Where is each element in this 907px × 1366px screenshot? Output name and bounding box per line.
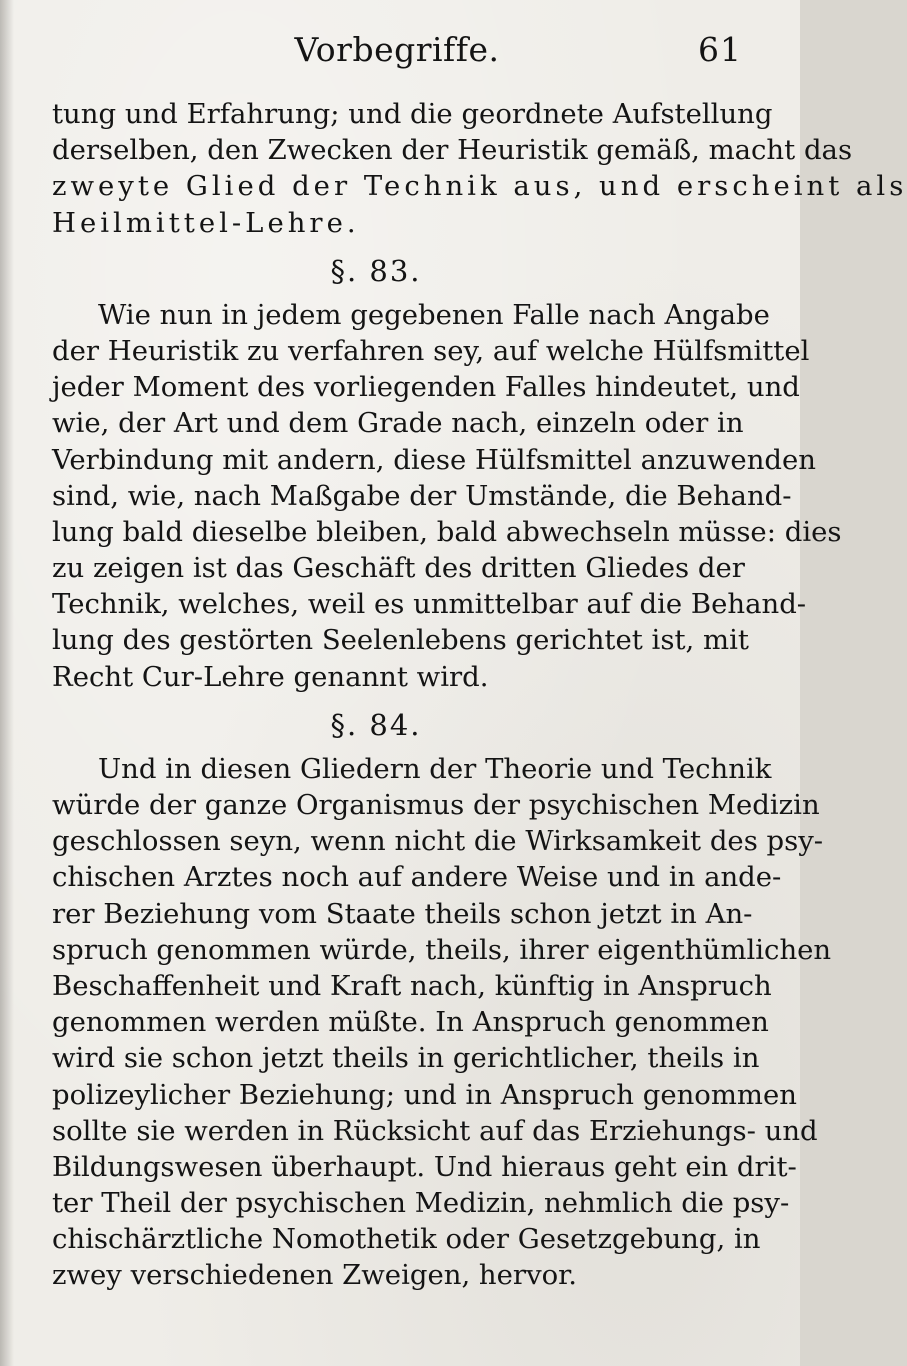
text-line: wie, der Art und dem Grade nach, einzeln oder in — [52, 407, 744, 440]
section-heading-83: §. 83. — [330, 253, 422, 288]
text-line: chischen Arztes noch auf andere Weise und in ande- — [52, 861, 782, 894]
text-line: ter Theil der psychischen Medizin, nehmlich die psy- — [52, 1187, 790, 1220]
text-line: tung und Erfahrung; und die geordnete Aufstellung — [52, 98, 773, 130]
section-84-paragraph — [52, 751, 832, 1294]
text-line: sollte sie werden in Rücksicht auf das Erziehungs- und — [52, 1114, 818, 1147]
text-line: Verbindung mit andern, diese Hülfsmittel anzuwenden — [52, 443, 817, 476]
text-line: lung bald dieselbe bleiben, bald abwechseln müsse: dies — [52, 515, 842, 548]
text-line: lung des gestörten Seelenlebens gerichtet ist, mit — [52, 624, 749, 657]
text-line: zu zeigen ist das Geschäft des dritten Gliedes der — [52, 552, 745, 585]
text-line: chischärztliche Nomothetik oder Gesetzgebung, in — [52, 1223, 761, 1256]
section-83-paragraph — [52, 297, 842, 695]
text-line: wird sie schon jetzt theils in gerichtlicher, theils in — [52, 1042, 760, 1075]
text-line: Wie nun in jedem gegebenen Falle nach Angabe — [98, 298, 770, 331]
text-line: geschlossen seyn, wenn nicht die Wirksamkeit des psy- — [52, 825, 824, 858]
text-line: derselben, den Zwecken der Heuristik gemäß, macht das — [52, 134, 853, 167]
text-line: der Heuristik zu verfahren sey, auf welche Hülfsmittel — [52, 334, 810, 367]
page-gutter-shadow — [0, 0, 14, 1366]
text-line: würde der ganze Organismus der psychischen Medizin — [52, 789, 820, 821]
text-line: sind, wie, nach Maßgabe der Umstände, die Behand- — [52, 479, 792, 512]
text-line: Bildungswesen überhaupt. Und hieraus geht ein drit- — [52, 1150, 797, 1183]
text-line: polizeylicher Beziehung; und in Anspruch genommen — [52, 1078, 797, 1111]
text-line: Und in diesen Gliedern der Theorie und Technik — [98, 752, 772, 785]
text-line: Technik, welches, weil es unmittelbar auf die Behand- — [52, 588, 807, 621]
text-line: rer Beziehung vom Staate theils schon jetzt in An- — [52, 897, 753, 930]
paragraph-continuation — [52, 96, 907, 241]
text-line: zweyte Glied der Technik aus, und erscheint als — [52, 170, 907, 203]
text-line: Beschaffenheit und Kraft nach, künftig in Anspruch — [52, 969, 772, 1002]
page-number: 61 — [698, 30, 742, 69]
text-line: jeder Moment des vorliegenden Falles hindeutet, und — [52, 371, 800, 404]
body-text — [52, 96, 907, 1294]
section-heading-84: §. 84. — [330, 707, 422, 742]
text-line: genommen werden müßte. In Anspruch genommen — [52, 1006, 769, 1039]
text-line: zwey verschiedenen Zweigen, hervor. — [52, 1259, 578, 1292]
text-line: spruch genommen würde, theils, ihrer eigenthümlichen — [52, 933, 832, 966]
running-head: Vorbegriffe. — [294, 30, 500, 69]
text-line: Recht Cur-Lehre genannt wird. — [52, 660, 489, 693]
text-line: Heilmittel-Lehre. — [52, 206, 360, 239]
page-header — [52, 30, 742, 80]
